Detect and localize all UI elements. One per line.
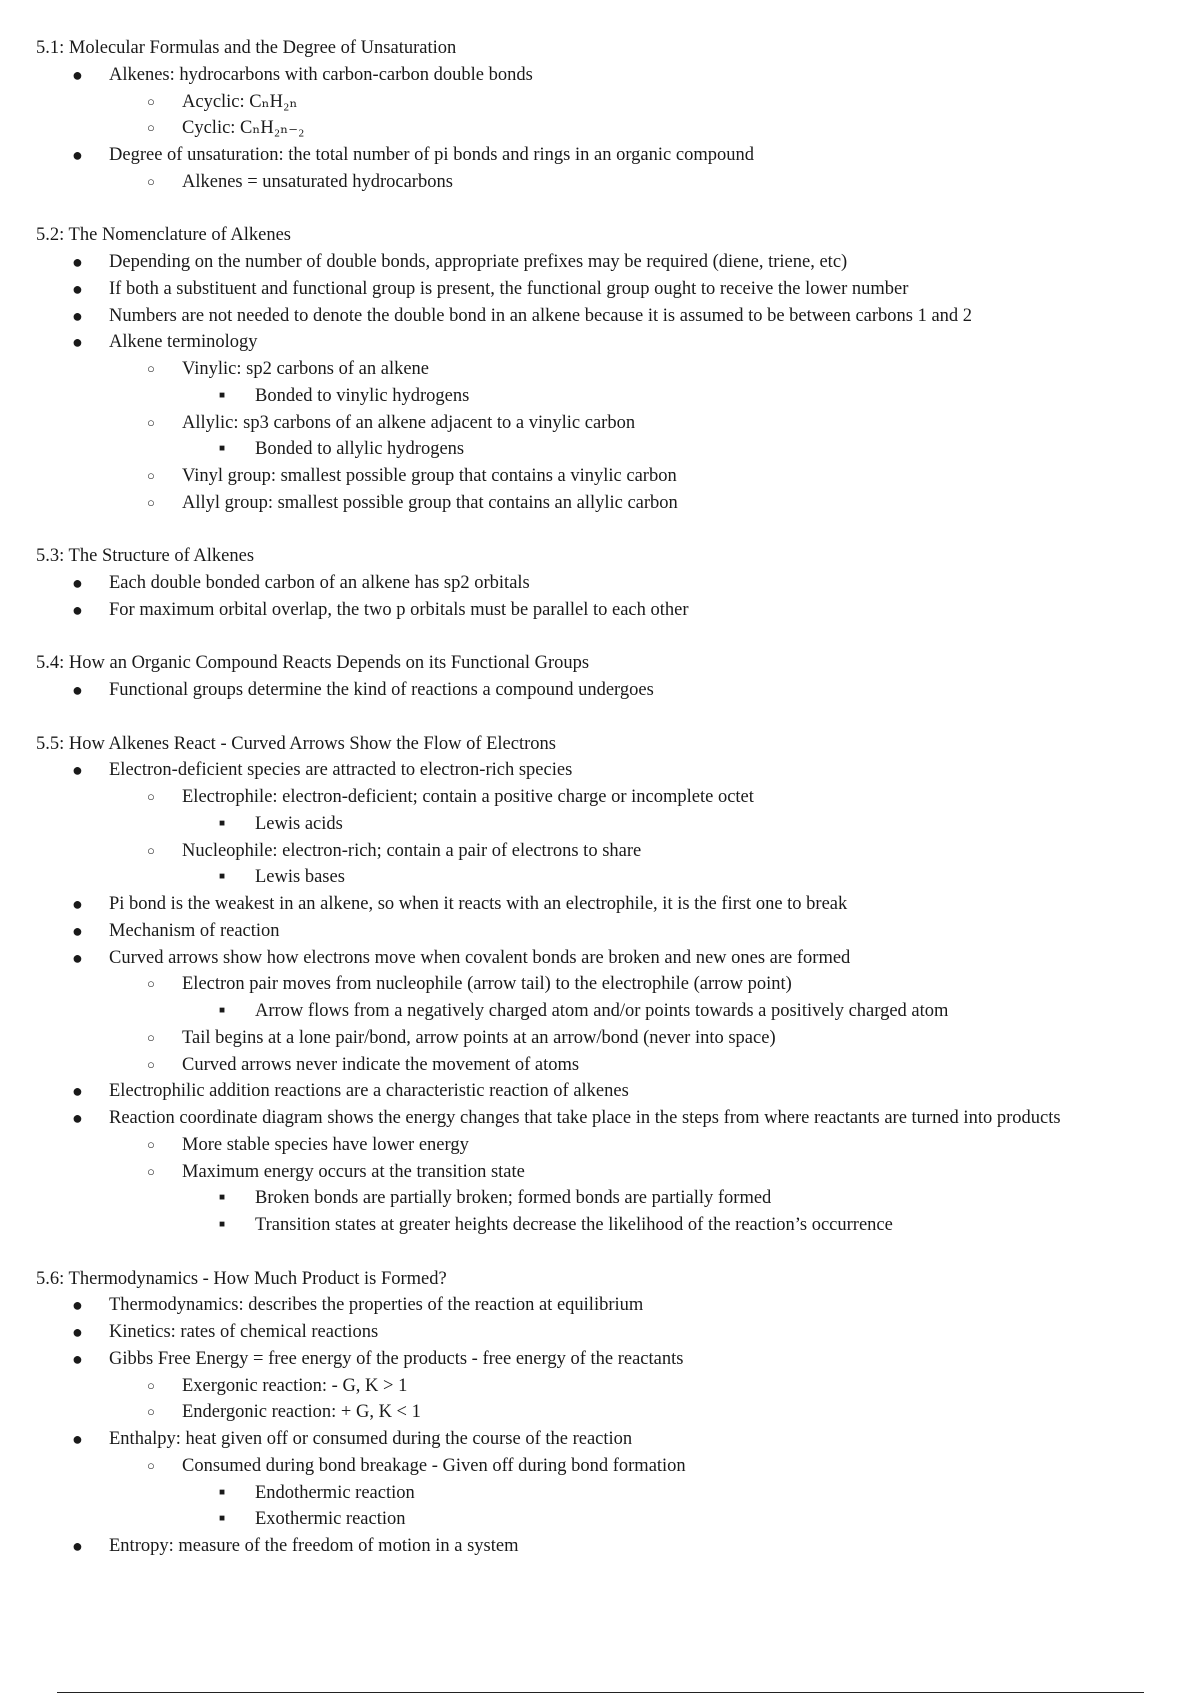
list-item-level-2: Maximum energy occurs at the transition state	[182, 1161, 525, 1182]
bullet-circle-icon: ○	[147, 468, 155, 483]
section-heading: 5.2: The Nomenclature of Alkenes	[36, 225, 291, 246]
bullet-square-icon: ■	[219, 1192, 226, 1204]
bullet-disc-icon: ●	[72, 680, 83, 700]
list-item-level-1: Numbers are not needed to denote the double bond in an alkene because it is assumed to be between carbons 1 and 2	[109, 305, 973, 326]
list-item-level-1: Degree of unsaturation: the total number of pi bonds and rings in an organic compound	[109, 145, 754, 165]
list-item-level-2: Consumed during bond breakage - Given off during bond formation	[182, 1455, 686, 1476]
bullet-disc-icon: ●	[72, 894, 83, 914]
bullet-disc-icon: ●	[72, 278, 83, 299]
bullet-disc-icon: ●	[72, 1108, 83, 1128]
list-item-level-1: Kinetics: rates of chemical reactions	[109, 1322, 379, 1342]
bullet-square-icon: ■	[219, 1513, 226, 1525]
bullet-circle-icon: ○	[147, 976, 155, 992]
list-item-level-1: Electron-deficient species are attracted to electron-rich species	[109, 760, 573, 781]
bullet-disc-icon: ●	[72, 920, 83, 941]
bullet-circle-icon: ○	[147, 173, 155, 189]
footer-rule	[57, 1692, 1144, 1693]
list-item-level-1: Curved arrows show how electrons move when covalent bonds are broken and new ones are formed	[109, 947, 851, 968]
bullet-disc-icon: ●	[72, 145, 83, 165]
bullet-disc-icon: ●	[72, 760, 83, 781]
list-item-level-1: Entropy: measure of the freedom of motion in a system	[109, 1536, 519, 1556]
list-item-level-1: Reaction coordinate diagram shows the energy changes that take place in the steps from where reactants are turned into products	[109, 1108, 1061, 1128]
list-item-level-2: Allyl group: smallest possible group that contains an allylic carbon	[182, 492, 678, 513]
bullet-square-icon: ■	[219, 817, 226, 829]
list-item-level-2: Exergonic reaction: - G, K > 1	[182, 1375, 408, 1396]
section-heading: 5.5: How Alkenes React - Curved Arrows Show the Flow of Electrons	[36, 733, 556, 754]
list-item-level-2: Cyclic: CₙH₂ₙ₋₂	[182, 118, 305, 139]
bullet-circle-icon: ○	[147, 1029, 155, 1045]
bullet-circle-icon: ○	[147, 1377, 155, 1393]
list-item-level-3: Exothermic reaction	[255, 1509, 406, 1530]
list-item-level-1: Thermodynamics: describes the properties of the reaction at equilibrium	[109, 1295, 644, 1316]
bullet-square-icon: ■	[219, 443, 226, 455]
list-item-level-2: Vinylic: sp2 carbons of an alkene	[182, 359, 430, 379]
bullet-disc-icon: ●	[72, 1429, 83, 1449]
list-item-level-2: More stable species have lower energy	[182, 1134, 469, 1155]
bullet-disc-icon: ●	[72, 332, 83, 353]
bullet-disc-icon: ●	[72, 305, 83, 326]
bullet-circle-icon: ○	[147, 414, 155, 430]
list-item-level-3: Endothermic reaction	[255, 1482, 415, 1503]
list-item-level-3: Lewis bases	[255, 867, 345, 888]
bullet-disc-icon: ●	[72, 573, 83, 593]
bullet-disc-icon: ●	[72, 252, 83, 272]
list-item-level-2: Electrophile: electron-deficient; contain a positive charge or incomplete octet	[182, 787, 754, 807]
list-item-level-3: Transition states at greater heights decrease the likelihood of the reaction’s occurrence	[255, 1215, 893, 1235]
bullet-disc-icon: ●	[72, 1081, 83, 1102]
list-item-level-3: Bonded to allylic hydrogens	[255, 439, 465, 460]
bullet-square-icon: ■	[219, 1219, 226, 1230]
bullet-disc-icon: ●	[72, 1322, 83, 1342]
list-item-level-2: Endergonic reaction: + G, K < 1	[182, 1402, 421, 1423]
bullet-square-icon: ■	[219, 389, 226, 401]
section-heading: 5.4: How an Organic Compound Reacts Depends on its Functional Groups	[36, 653, 590, 674]
bullet-disc-icon: ●	[72, 1536, 83, 1556]
section-heading: 5.3: The Structure of Alkenes	[36, 546, 255, 567]
list-item-level-1: Alkenes: hydrocarbons with carbon-carbon double bonds	[109, 64, 533, 85]
bullet-circle-icon: ○	[147, 1163, 155, 1179]
bullet-disc-icon: ●	[72, 599, 83, 620]
bullet-square-icon: ■	[219, 871, 226, 883]
bullet-circle-icon: ○	[147, 789, 155, 804]
list-item-level-2: Curved arrows never indicate the movement of atoms	[182, 1054, 580, 1075]
bullet-circle-icon: ○	[147, 1404, 155, 1420]
list-item-level-1: Pi bond is the weakest in an alkene, so when it reacts with an electrophile, it is the first one to break	[109, 894, 848, 914]
bullet-circle-icon: ○	[147, 1457, 155, 1473]
section-heading: 5.6: Thermodynamics - How Much Product is Formed?	[36, 1268, 447, 1289]
list-item-level-1: Alkene terminology	[109, 332, 258, 353]
list-item-level-1: If both a substituent and functional group is present, the functional group ought to receive the lower number	[109, 278, 909, 299]
bullet-disc-icon: ●	[72, 1295, 83, 1316]
list-item-level-1: Enthalpy: heat given off or consumed during the course of the reaction	[109, 1429, 633, 1449]
list-item-level-2: Allylic: sp3 carbons of an alkene adjacent to a vinylic carbon	[182, 412, 636, 433]
bullet-circle-icon: ○	[147, 842, 155, 858]
list-item-level-1: Each double bonded carbon of an alkene has sp2 orbitals	[109, 573, 530, 593]
bullet-circle-icon: ○	[147, 1136, 155, 1152]
section-heading: 5.1: Molecular Formulas and the Degree of Unsaturation	[36, 38, 457, 58]
bullet-disc-icon: ●	[72, 64, 83, 85]
list-item-level-2: Acyclic: CₙH₂ₙ	[182, 91, 298, 112]
bullet-circle-icon: ○	[147, 1056, 155, 1072]
list-item-level-3: Lewis acids	[255, 813, 343, 834]
list-item-level-3: Bonded to vinylic hydrogens	[255, 385, 470, 406]
list-item-level-2: Electron pair moves from nucleophile (arrow tail) to the electrophile (arrow point)	[182, 974, 792, 995]
list-item-level-1: Functional groups determine the kind of reactions a compound undergoes	[109, 680, 654, 700]
bullet-disc-icon: ●	[72, 947, 83, 968]
list-item-level-2: Tail begins at a lone pair/bond, arrow points at an arrow/bond (never into space)	[182, 1027, 776, 1048]
list-item-level-1: Electrophilic addition reactions are a characteristic reaction of alkenes	[109, 1081, 629, 1102]
bullet-circle-icon: ○	[147, 361, 155, 376]
list-item-level-2: Alkenes = unsaturated hydrocarbons	[182, 171, 453, 192]
list-item-level-1: Mechanism of reaction	[109, 920, 280, 941]
list-item-level-1: For maximum orbital overlap, the two p orbitals must be parallel to each other	[109, 599, 689, 620]
list-item-level-2: Nucleophile: electron-rich; contain a pair of electrons to share	[182, 840, 642, 861]
bullet-circle-icon: ○	[147, 93, 155, 109]
bullet-circle-icon: ○	[147, 120, 155, 136]
list-item-level-3: Arrow flows from a negatively charged atom and/or points towards a positively charged atom	[255, 1001, 949, 1021]
list-item-level-2: Vinyl group: smallest possible group that contains a vinylic carbon	[182, 466, 677, 486]
bullet-square-icon: ■	[219, 1486, 226, 1498]
list-item-level-1: Depending on the number of double bonds, appropriate prefixes may be required (diene, triene, etc)	[109, 252, 848, 272]
bullet-square-icon: ■	[219, 1005, 226, 1016]
bullet-disc-icon: ●	[72, 1348, 83, 1369]
list-item-level-1: Gibbs Free Energy = free energy of the products - free energy of the reactants	[109, 1348, 684, 1369]
bullet-circle-icon: ○	[147, 494, 155, 510]
list-item-level-3: Broken bonds are partially broken; formed bonds are partially formed	[255, 1188, 772, 1209]
